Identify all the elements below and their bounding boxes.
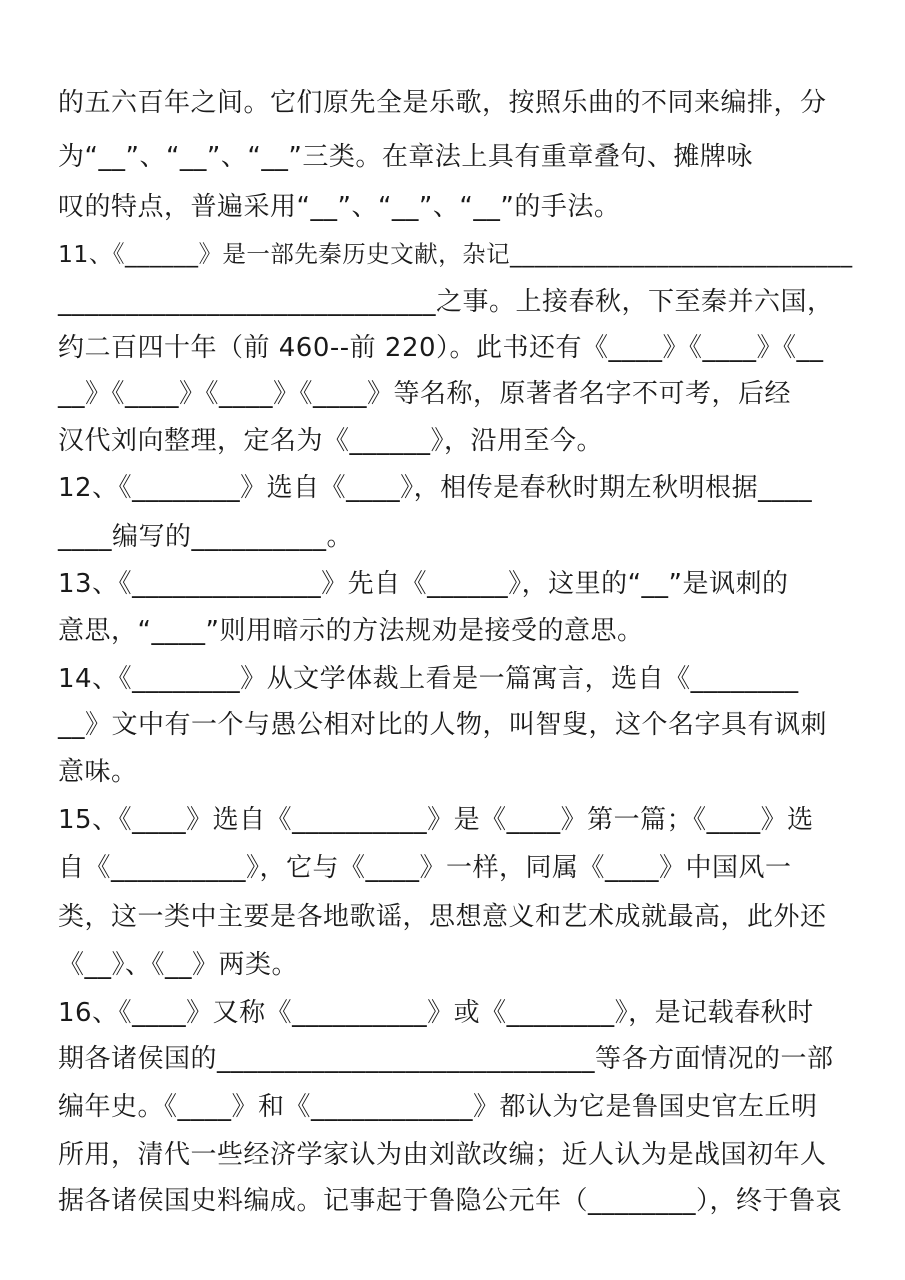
text-line: 意思，“____”则用暗示的方法规劝是接受的意思。	[58, 616, 644, 646]
question-12-line: 12、《________》选自《____》，相传是春秋时期左秋明根据____	[58, 473, 813, 503]
text-line: 自《__________》，它与《____》一样，同属《____》中国风一	[58, 853, 792, 883]
question-14-line: 14、《________》从文学体裁上看是一篇寓言，选自《________	[58, 664, 799, 694]
text-line: 为“__”、“__”、“__”三类。在章法上具有重章叠句、摊牌咏	[58, 142, 753, 172]
text-line: 约二百四十年（前 460--前 220）。此书还有《____》《____》《__	[58, 333, 824, 363]
text-line: ____________________________之事。上接春秋，下至秦并六国，	[58, 287, 834, 317]
text-line: 汉代刘向整理，定名为《______》，沿用至今。	[58, 426, 604, 456]
text-line: 的五六百年之间。它们原先全是乐歌，按照乐曲的不同来编排，分	[58, 88, 827, 118]
text-line: 类，这一类中主要是各地歌谣，思想意义和艺术成就最高，此外还	[58, 902, 827, 932]
text-line: 期各诸侯国的____________________________等各方面情况的一部	[58, 1044, 834, 1074]
text-line: 意味。	[58, 757, 138, 787]
text-line: 《__》、《__》两类。	[58, 950, 299, 980]
text-line: __》《____》《____》《____》等名称，原著者名字不可考，后经	[58, 379, 792, 409]
text-line: ____编写的__________。	[58, 522, 354, 552]
question-13-line: 13、《______________》先自《______》，这里的“__”是讽刺的	[58, 569, 789, 599]
text-line: __》文中有一个与愚公相对比的人物，叫智叟，这个名字具有讽刺	[58, 710, 828, 740]
text-line: 叹的特点，普遍采用“__”、“__”、“__”的手法。	[58, 192, 621, 222]
question-16-line: 16、《____》又称《__________》或《________》，是记载春秋时	[58, 998, 814, 1028]
question-11-line: 11、《______》是一部先秦历史文献，杂记____________________________	[58, 240, 853, 268]
question-15-line: 15、《____》选自《__________》是《____》第一篇；《____》选	[58, 805, 814, 835]
text-line: 所用，清代一些经济学家认为由刘歆改编；近人认为是战国初年人	[58, 1140, 827, 1170]
text-line: 据各诸侯国史料编成。记事起于鲁隐公元年（________），终于鲁哀	[58, 1186, 843, 1216]
text-line: 编年史。《____》和《____________》都认为它是鲁国史官左丘明	[58, 1092, 818, 1122]
